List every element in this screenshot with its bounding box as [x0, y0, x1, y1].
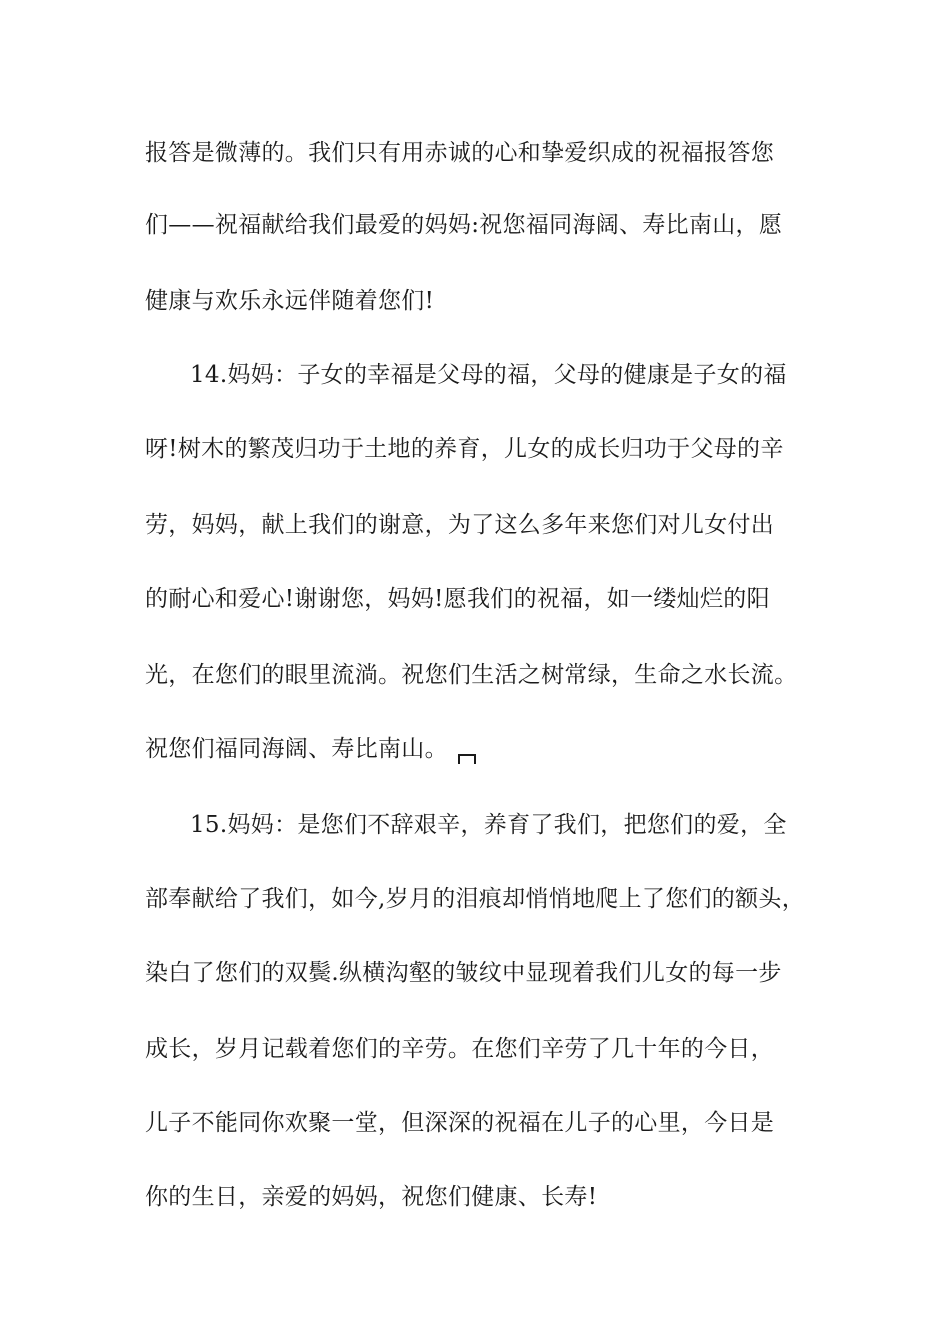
text-line-4: 14.妈妈：子女的幸福是父母的福，父母的健康是子女的福 — [190, 362, 787, 388]
text-line-1: 报答是微薄的。我们只有用赤诚的心和挚爱织成的祝福报答您 — [145, 140, 775, 166]
text-line-14: 儿子不能同你欢聚一堂，但深深的祝福在儿子的心里，今日是 — [145, 1110, 775, 1136]
text-line-12: 染白了您们的双鬓.纵横沟壑的皱纹中显现着我们儿女的每一步 — [145, 960, 782, 986]
text-line-6: 劳，妈妈，献上我们的谢意，为了这么多年来您们对儿女付出 — [145, 512, 775, 538]
text-line-9: 祝您们福同海阔、寿比南山。 — [145, 736, 448, 762]
text-line-11: 部奉献给了我们，如今,岁月的泪痕却悄悄地爬上了您们的额头， — [145, 886, 806, 912]
text-line-2: 们——祝福献给我们最爱的妈妈:祝您福同海阔、寿比南山，愿 — [145, 212, 783, 238]
text-line-10: 15.妈妈：是您们不辞艰辛，养育了我们，把您们的爱，全 — [190, 812, 787, 838]
text-line-15: 你的生日，亲爱的妈妈，祝您们健康、长寿! — [145, 1184, 598, 1210]
text-line-7: 的耐心和爱心!谢谢您，妈妈!愿我们的祝福，如一缕灿烂的阳 — [145, 586, 770, 612]
text-line-8: 光，在您们的眼里流淌。祝您们生活之树常绿，生命之水长流。 — [145, 662, 798, 688]
text-line-5: 呀!树木的繁茂归功于土地的养育，儿女的成长归功于父母的辛 — [145, 436, 784, 462]
text-line-3: 健康与欢乐永远伴随着您们! — [145, 288, 435, 314]
cursor-mark-icon — [457, 751, 477, 765]
text-line-13: 成长，岁月记载着您们的辛劳。在您们辛劳了几十年的今日， — [145, 1036, 775, 1062]
